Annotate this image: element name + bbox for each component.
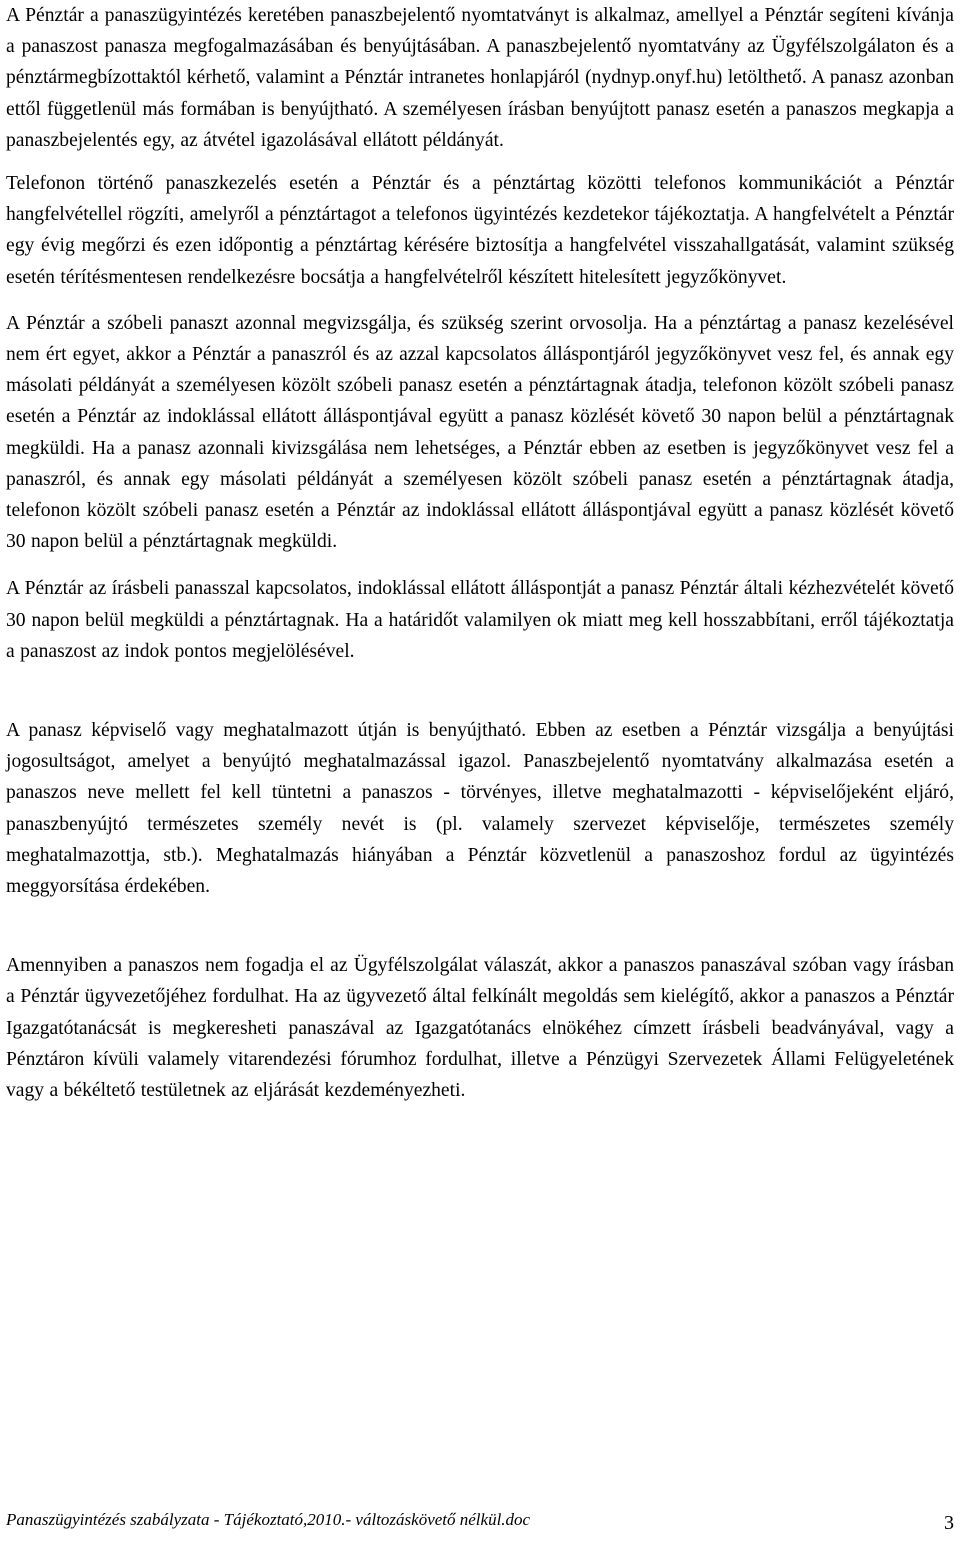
paragraph-escalation: Amennyiben a panaszos nem fogadja el az Ügyfélszolgálat válaszát, akkor a panaszos panaszával szóban vagy írásban a Pénztár ügyvezetőjéhez fordulhat. Ha az ügyvezető által felkínált megoldás sem kielégítő, akkor a panaszos a Pénztár Igazgatótanácsát is megkeresheti panaszával az Igazgatótanács elnökéhez címzett írásbeli beadványával, vagy a Pénztáron kívüli valamely vitarendezési fórumhoz fordulhat, illetve a Pénzügyi Szervezetek Állami Felügyeletének vagy a békéltető testületnek az eljárását kezdeményezheti. [6,955,954,1102]
paragraph-oral-complaint: A Pénztár a szóbeli panaszt azonnal megvizsgálja, és szükség szerint orvosolja. Ha a pénztártag a panasz kezelésével nem ért egyet, akkor a Pénztár a panaszról és az azzal kapcsolatos álláspontjáról jegyzőkönyvet vesz fel, és annak egy másolati példányát a személyesen közölt szóbeli panasz esetén a pénztártagnak átadja, telefonon közölt szóbeli panasz esetén a Pénztár az indoklással ellátott álláspontjával együtt a panasz közlését követő 30 napon belül a pénztártagnak megküldi. Ha a panasz azonnali kivizsgálása nem lehetséges, a Pénztár ebben az esetben is jegyzőkönyvet vesz fel a panaszról, és annak egy másolati példányát a személyesen közölt szóbeli panasz esetén a pénztártagnak átadja, telefonon közölt szóbeli panasz esetén a Pénztár az indoklással ellátott álláspontjával együtt a panasz közlését követő 30 napon belül a pénztártagnak megküldi. [6,312,954,553]
paragraph-representative: A panasz képviselő vagy meghatalmazott útján is benyújtható. Ebben az esetben a Pénztár vizsgálja a benyújtási jogosultságot, amelyet a benyújtó meghatalmazással igazol. Panaszbejelentő nyomtatvány alkalmazása esetén a panaszos neve mellett fel kell tüntetni a panaszos - törvényes, illetve meghatalmazotti - képviselőjeként eljáró, panaszbenyújtó természetes személy nevét is (pl. valamely szervezet képviselője, természetes személy meghatalmazottja, stb.). Meghatalmazás hiányában a Pénztár közvetlenül a panaszoshoz fordul az ügyintézés meggyorsítása érdekében. [6,720,954,898]
footer-document-name: Panaszügyintézés szabályzata - Tájékoztató,2010.- változáskövető nélkül.doc [6,1510,531,1529]
footer-page-number: 3 [944,1512,954,1534]
paragraph-telephone-handling: Telefonon történő panaszkezelés esetén a Pénztár és a pénztártag közötti telefonos kommunikációt a Pénztár hangfelvétellel rögzíti, amelyről a pénztártagot a telefonos ügyintézés kezdetekor tájékoztatja. A hangfelvételt a Pénztár egy évig megőrzi és ezen időpontig a pénztártag kérésére biztosítja a hangfelvétel visszahallgatását, valamint szükség esetén térítésmentesen rendelkezésre bocsátja a hangfelvételről készített hitelesített jegyzőkönyvet. [6,173,954,288]
page-footer [6,1510,954,1540]
paragraph-complaint-form: A Pénztár a panaszügyintézés keretében panaszbejelentő nyomtatványt is alkalmaz, amellyel a Pénztár segíteni kívánja a panaszost panasza megfogalmazásában és benyújtásában. A panaszbejelentő nyomtatvány az Ügyfélszolgálaton és a pénztármegbízottaktól kérhető, valamint a Pénztár intranetes honlapjáról (nydnyp.onyf.hu) letölthető. A panasz azonban ettől függetlenül más formában is benyújtható. A személyesen írásban benyújtott panasz esetén a panaszos megkapja a panaszbejelentés egy, az átvétel igazolásával ellátott példányát. [6,5,954,151]
paragraph-written-complaint: A Pénztár az írásbeli panasszal kapcsolatos, indoklással ellátott álláspontját a panasz Pénztár általi kézhezvételét követő 30 napon belül megküldi a pénztártagnak. Ha a határidőt valamilyen ok miatt meg kell hosszabbítani, erről tájékoztatja a panaszost az indok pontos megjelölésével. [6,578,954,662]
document-body [6,0,954,1106]
